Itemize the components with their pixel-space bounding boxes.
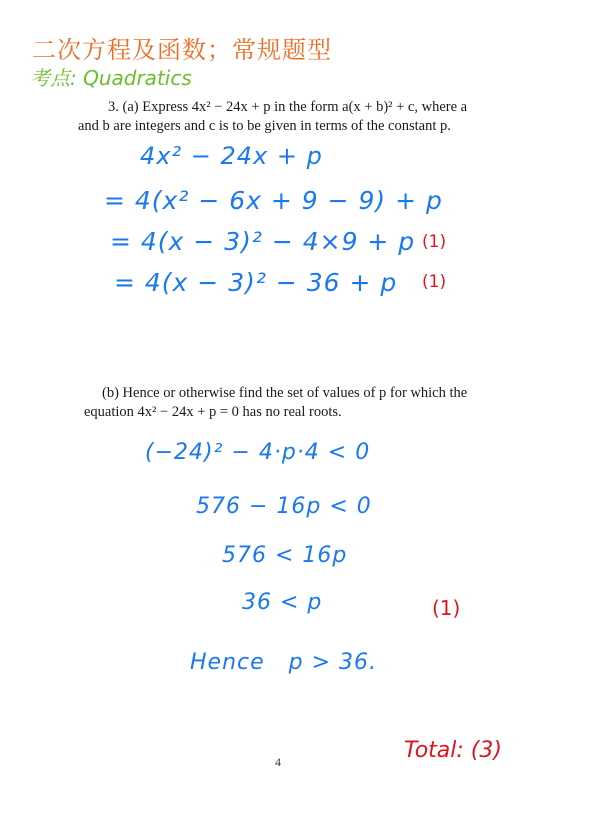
answer-b-line-4: 36 < p bbox=[242, 590, 323, 615]
page-title: 二次方程及函数；常规题型 bbox=[32, 36, 332, 64]
part-a-label: (a) bbox=[122, 99, 139, 115]
question-number: 3. bbox=[108, 99, 119, 115]
question-a-line1 bbox=[108, 98, 467, 117]
part-b-label: (b) bbox=[102, 385, 119, 401]
topic-label: 考点: Quadratics bbox=[30, 66, 192, 90]
answer-a-line-4: = 4(x − 3)² − 36 + p bbox=[114, 268, 398, 297]
total-marks: Total: (3) bbox=[404, 738, 502, 763]
question-b-line1 bbox=[102, 384, 467, 403]
mark-a-2: (1) bbox=[422, 272, 447, 292]
answer-a-line-3: = 4(x − 3)² − 4×9 + p bbox=[110, 227, 416, 256]
answer-a-line-1: 4x² − 24x + p bbox=[140, 142, 323, 170]
answer-b-line-1: (−24)² − 4·p·4 < 0 bbox=[145, 440, 371, 465]
answer-b-line-3: 576 < 16p bbox=[222, 543, 348, 568]
part-b-text-1: Hence or otherwise find the set of values of p for which the bbox=[122, 385, 468, 401]
mark-a-1: (1) bbox=[422, 232, 447, 252]
page-number: 4 bbox=[275, 755, 281, 769]
answer-a-line-2: = 4(x² − 6x + 9 − 9) + p bbox=[104, 186, 443, 215]
mark-b-1: (1) bbox=[432, 596, 461, 620]
answer-b-conclusion: Hence p > 36. bbox=[190, 650, 378, 675]
answer-b-line-2: 576 − 16p < 0 bbox=[196, 494, 372, 519]
part-a-text-1: Express 4x² − 24x + p in the form a(x + b)² + c, where a bbox=[142, 99, 468, 115]
part-a-text-2: and b are integers and c is to be given in terms of the constant p. bbox=[78, 118, 451, 134]
part-b-text-2: equation 4x² − 24x + p = 0 has no real roots. bbox=[84, 404, 342, 420]
